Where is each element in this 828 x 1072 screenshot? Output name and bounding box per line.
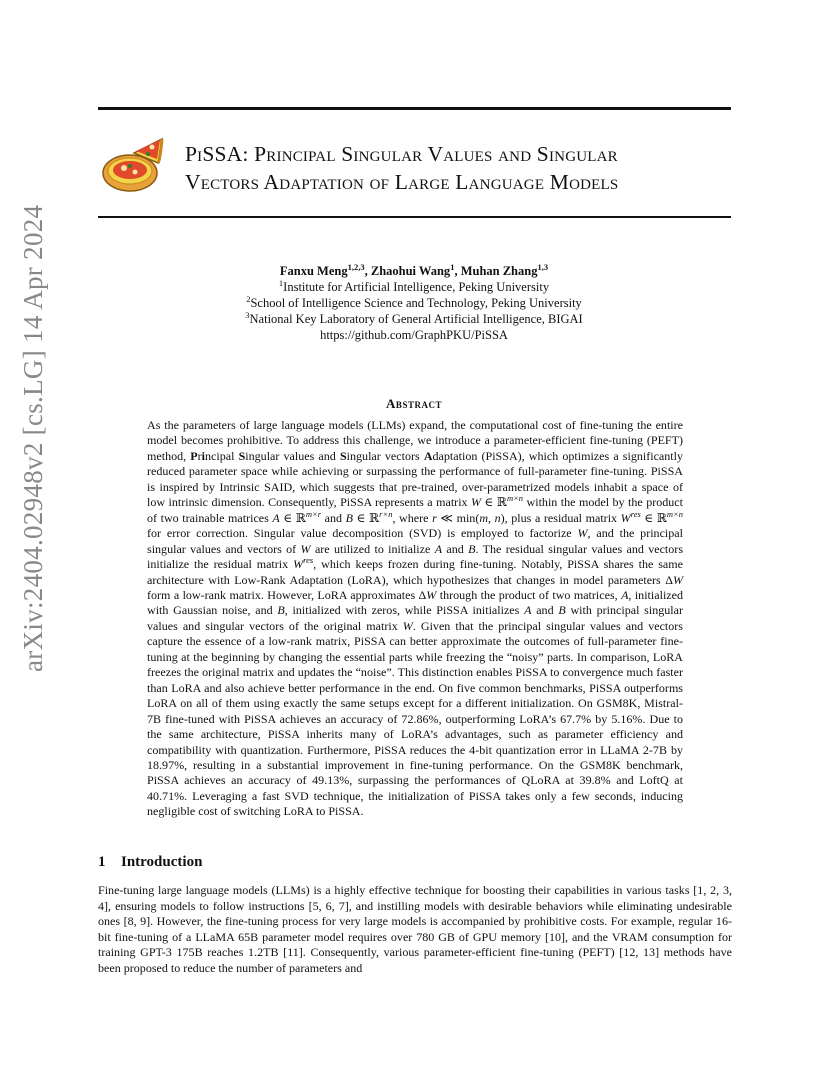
author-names: Fanxu Meng$^{1,2,3}$, Zhaohui Wang$^1$, Muhan Zhang$^{1,3}$ [279,261,549,278]
top-rule [98,107,731,110]
repo-link[interactable]: https://github.com/GraphPKU/PiSSA [320,328,508,342]
author-1-sup: 1,2,3 [347,261,365,272]
introduction-text: Fine-tuning large language models (LLMs) is a highly effective technique for boosting their capabilities in various tasks [1, 2, 3, 4], ensuring models to follow instructions [5, 6, 7], and instilling models with desirable behaviors while eliminating undesirable ones [8, 9]. However, the fine-tuning process for very large models is accompanied by prohibitive costs. For example, regular 16-bit fine-tuning of a LLaMA 65B parameter model requires over 780 GB of GPU memory [10], and the VRAM consumption for training GPT-3 175B reaches 1.2TB [11]. Consequently, various parameter-efficient fine-tuning (PEFT) [12, 13] methods have been proposed to reduce the number of parameters and [98,883,732,975]
aff-2-sup: 2 [246,293,251,304]
arxiv-stamp: arXiv:2404.02948v2 [cs.LG] 14 Apr 2024 [18,204,48,672]
title-line-1: PiSSA: Principal Singular Values and Singular [185,142,618,166]
author-block [0,263,828,343]
aff-3-sup: 3 [245,309,250,320]
author-2-sup: 1 [450,261,455,272]
pizza-logo-icon [100,133,170,195]
affiliation-1 [0,279,828,295]
abstract-heading: Abstract [386,396,442,411]
affiliation-2 [0,295,828,311]
aff-2-text: School of Intelligence Science and Technology, Peking University [250,296,582,310]
author-3-sup: 1,3 [537,261,549,272]
section-title: Introduction [121,854,203,870]
abstract-text: As the parameters of large language models (LLMs) expand, the computational cost of fine-tuning the entire model becomes prohibitive. To address this challenge, we introduce a parameter-efficient fine-tuning (PEFT) method, Principal Singular values and Singular vectors Adaptation (PiSSA), which optimizes a significantly reduced parameter space while achieving or surpassing the performance of full-parameter fine-tuning. PiSSA is inspired by Intrinsic SAID, which suggests that pre-trained, over-parametrized models inhabit a space of low intrinsic dimension. Consequently, PiSSA represents a matrix W ∈ ℝ$^{m\times n}$ within the model by the product of two trainable matrices A ∈ ℝ$^{m\times r}$ and B ∈ ℝ$^{r\times n}$, where r ≪ min(m, n), plus a residual matrix $W^{res}$ ∈ ℝ$^{m\times n}$ for error correction. Singular value decomposition (SVD) is employed to factorize W, and the principal singular values and vectors of W are utilized to initialize A and B. The residual singular values and vectors initialize the residual matrix $W^{res}$, which keeps frozen during fine-tuning. Notably, PiSSA shares the same architecture with Low-Rank Adaptation (LoRA), which hypothesizes that changes in model parameters ΔW form a low-rank matrix. However, LoRA approximates ΔW through the product of two matrices, A, initialized with Gaussian noise, and B, initialized with zeros, while PiSSA initializes A and B with principal singular values and singular vectors of the original matrix W. Given that the principal singular values and vectors capture the essence of a low-rank matrix, PiSSA can better approximate the outcomes of full-parameter fine-tuning at the beginning by changing the essential parts while freezing the “noisy” parts. In comparison, LoRA freezes the original matrix and updates the “noise”. This distinction enables PiSSA to convergence much faster than LoRA and also achieve better performance in the end. On five common benchmarks, PiSSA outperforms LoRA on all of them using exactly the same setups except for a different initialization. On GSM8K, Mistral-7B fine-tuned with PiSSA achieves an accuracy of 72.86%, outperforming LoRA’s 67.7% by 5.16%. Due to the same architecture, PiSSA inherits many of LoRA’s advantages, such as parameter efficiency and compatibility with quantization. Furthermore, PiSSA reduces the 4-bit quantization error in LLaMA 2-7B by 18.97%, resulting in a substantial improvement in fine-tuning performance. On the GSM8K benchmark, PiSSA achieves an accuracy of 49.13%, surpassing the performances of QLoRA at 39.8% and LoftQ at 40.71%. Leveraging a fast SVD technique, the initialization of PiSSA takes only a few seconds, inducing negligible cost of switching LoRA to PiSSA. [147,418,684,819]
paper-title [185,140,745,196]
author-3: Muhan Zhang [460,264,538,278]
aff-3-text: National Key Laboratory of General Artificial Intelligence, BIGAI [249,312,583,326]
aff-1-sup: 1 [278,277,284,288]
section-heading-introduction [98,854,202,871]
aff-1-text: Institute for Artificial Intelligence, Peking University [283,280,550,294]
author-1: Fanxu Meng [279,264,348,278]
affiliation-3 [0,311,828,327]
title-line-2: Vectors Adaptation of Large Language Models [185,170,619,194]
section-number: 1 [98,854,106,870]
author-2: Zhaohui Wang [370,264,451,278]
bottom-rule [98,216,731,218]
